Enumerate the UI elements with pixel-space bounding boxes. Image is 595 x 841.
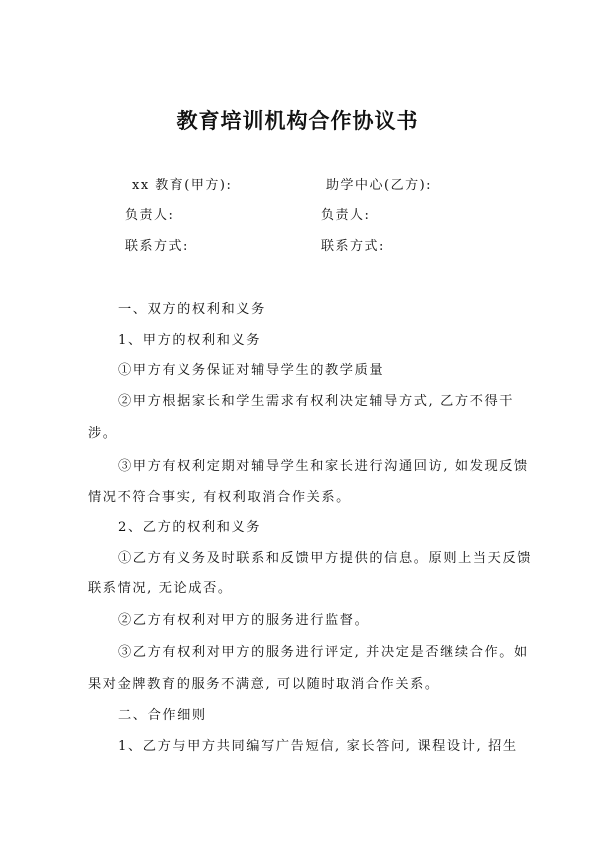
party-b-contact: 联系方式: (321, 239, 385, 254)
paragraph-line: 果对金牌教育的服务不满意, 可以随时取消合作关系。 (88, 677, 440, 692)
party-a-person: 负责人: (125, 208, 175, 223)
paragraph-line: ②乙方有权利对甲方的服务进行监督。 (118, 613, 370, 628)
paragraph-line: ②甲方根据家长和学生需求有权利决定辅导方式, 乙方不得干 (118, 394, 515, 409)
paragraph-line: 1、乙方与甲方共同编写广告短信, 家长答问, 课程设计, 招生 (118, 739, 518, 754)
paragraph-line: 情况不符合事实, 有权利取消合作关系。 (88, 490, 351, 505)
subsection-heading: 1、甲方的权利和义务 (118, 333, 262, 348)
paragraph-line: 涉。 (88, 426, 118, 441)
party-b-person: 负责人: (321, 208, 371, 223)
section-heading: 一、双方的权利和义务 (118, 302, 266, 317)
paragraph-line: 联系情况, 无论成否。 (88, 581, 233, 596)
document-title: 教育培训机构合作协议书 (176, 108, 419, 133)
paragraph-line: ①乙方有义务及时联系和反馈甲方提供的信息。原则上当天反馈 (118, 551, 533, 566)
paragraph-line: ③甲方有权利定期对辅导学生和家长进行沟通回访, 如发现反馈 (118, 459, 529, 474)
party-a-label: xx 教育(甲方): (132, 178, 233, 193)
party-a-contact: 联系方式: (125, 239, 189, 254)
paragraph-line: ①甲方有义务保证对辅导学生的教学质量 (118, 363, 385, 378)
subsection-heading: 2、乙方的权利和义务 (118, 520, 262, 535)
paragraph-line: ③乙方有权利对甲方的服务进行评定, 并决定是否继续合作。如 (118, 645, 529, 660)
party-b-label: 助学中心(乙方): (326, 178, 433, 193)
section-heading: 二、合作细则 (118, 708, 207, 723)
